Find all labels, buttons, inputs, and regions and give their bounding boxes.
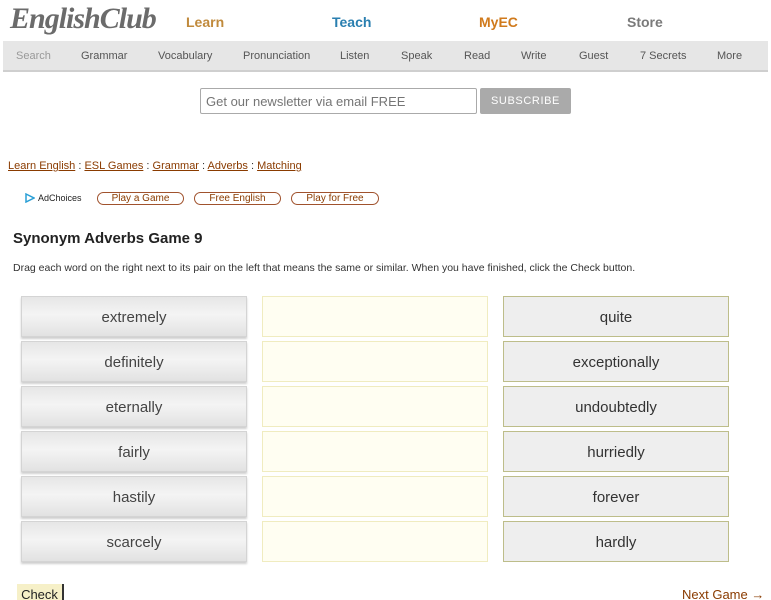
subnav-vocabulary[interactable]: Vocabulary [158,50,213,62]
drop-slot[interactable] [262,431,488,472]
instructions: Drag each word on the right next to its pair on the left that means the same or similar. When you have finished, click the Check button. [13,262,636,274]
left-word: extremely [21,296,247,337]
subnav-search[interactable]: Search [16,50,51,62]
nav-myec[interactable]: MyEC [479,14,518,30]
draggable-word[interactable]: undoubtedly [503,386,729,427]
draggable-word[interactable]: quite [503,296,729,337]
drop-slot[interactable] [262,341,488,382]
subnav-guest[interactable]: Guest [579,50,609,62]
breadcrumb-learn-english[interactable]: Learn English [8,160,76,172]
ad-play-for-free-button[interactable]: Play for Free [291,192,379,205]
left-word: fairly [21,431,247,472]
adchoices-icon [25,193,35,203]
subscribe-button[interactable]: SUBSCRIBE [480,88,571,114]
next-game-link[interactable]: Next Game → [682,587,765,600]
subnav-7-secrets[interactable]: 7 Secrets [640,50,687,62]
draggable-word[interactable]: hurriedly [503,431,729,472]
draggable-word[interactable]: forever [503,476,729,517]
drop-slot[interactable] [262,521,488,562]
drop-slot[interactable] [262,476,488,517]
drop-slot[interactable] [262,386,488,427]
breadcrumb: Learn English : ESL Games : Grammar : Adverbs : Matching [8,160,302,172]
ad-free-english-button[interactable]: Free English [194,192,281,205]
draggable-word[interactable]: hardly [503,521,729,562]
subnav-listen[interactable]: Listen [340,50,370,62]
left-word: hastily [21,476,247,517]
newsletter-email-input[interactable] [200,88,477,114]
page-title: Synonym Adverbs Game 9 [13,230,203,247]
englishclub-logo[interactable]: EnglishClub [10,2,156,35]
left-word: definitely [21,341,247,382]
breadcrumb-esl-games[interactable]: ESL Games [84,160,144,172]
subnav-write[interactable]: Write [521,50,547,62]
ad-play-a-game-button[interactable]: Play a Game [97,192,184,205]
nav-store[interactable]: Store [627,14,663,30]
subnav-more[interactable]: More [717,50,743,62]
nav-learn[interactable]: Learn [186,14,225,30]
left-word: scarcely [21,521,247,562]
left-word: eternally [21,386,247,427]
adchoices-label: AdChoices [38,193,82,203]
draggable-word[interactable]: exceptionally [503,341,729,382]
check-button[interactable]: Check [17,584,64,600]
breadcrumb-matching[interactable]: Matching [257,160,302,172]
sub-nav [3,41,768,72]
top-bar [0,0,771,41]
breadcrumb-adverbs[interactable]: Adverbs [207,160,248,172]
adchoices[interactable] [25,193,82,203]
breadcrumb-grammar[interactable]: Grammar [152,160,199,172]
nav-teach[interactable]: Teach [332,14,372,30]
drop-slot[interactable] [262,296,488,337]
subnav-speak[interactable]: Speak [401,50,433,62]
subnav-read[interactable]: Read [464,50,491,62]
subnav-pronunciation[interactable]: Pronunciation [243,50,311,62]
subnav-grammar[interactable]: Grammar [81,50,128,62]
